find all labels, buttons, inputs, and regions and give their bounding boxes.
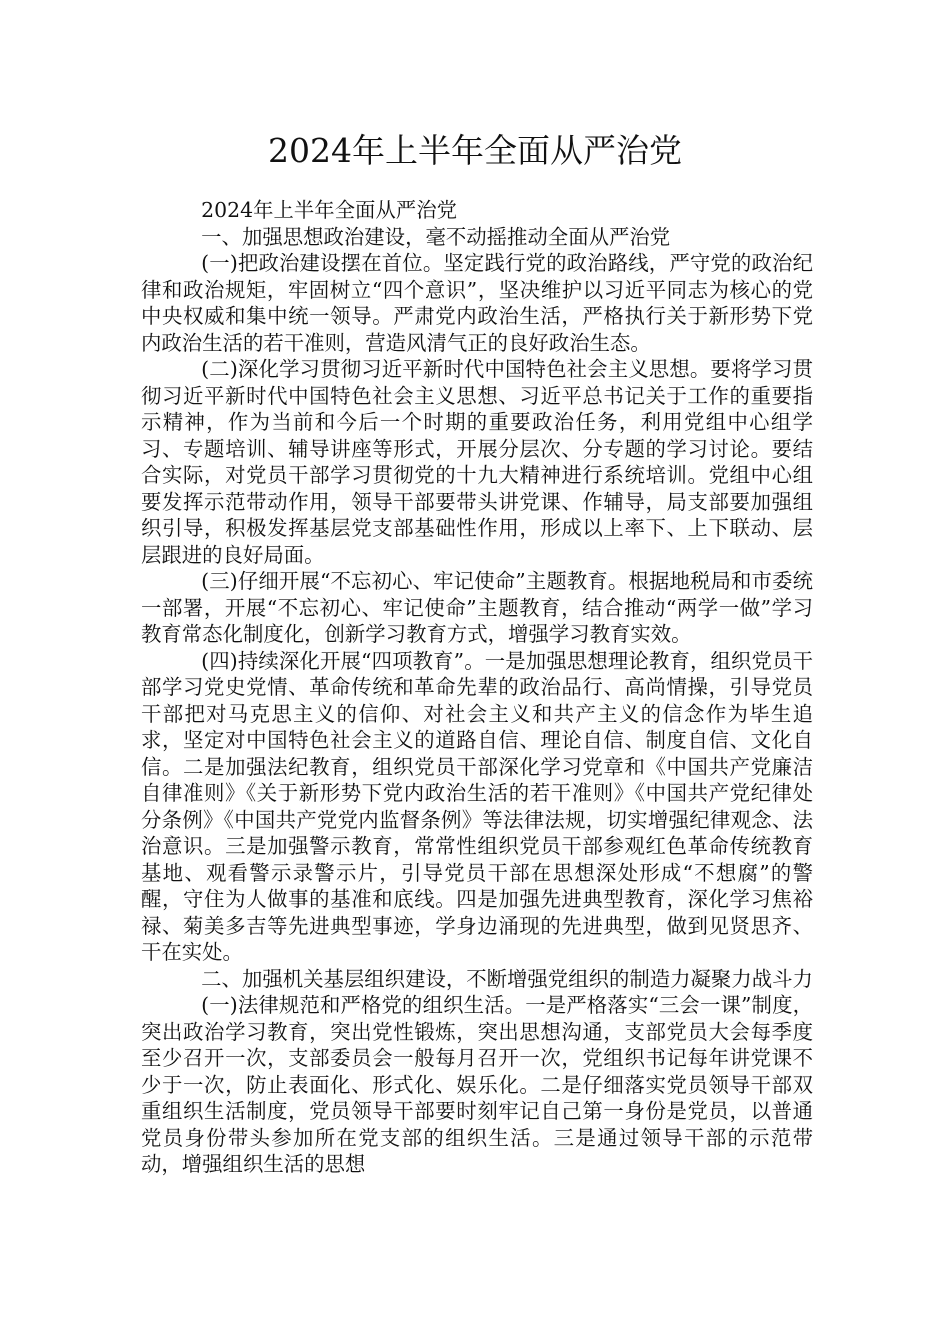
body-paragraph: 2024年上半年全面从严治党 bbox=[201, 198, 457, 222]
body-paragraph: (一)法律规范和严格党的组织生活。一是严格落实“三会一课”制度，突出政治学习教育，突出党性锻炼，突出思想沟通，支部党员大会每季度至少召开一次，支部委员会一般每月召开一次，党组织书记每年讲党课不少于一次，防止表面化、形式化、娱乐化。二是仔细落实党员领导干部双重组织生活制度，党员领导干部要时刻牢记自己第一身份是党员，以普通党员身份带头参加所在党支部的组织生活。三是通过领导干部的示范带动，增强组织生活的思想 bbox=[141, 993, 813, 1176]
document-body bbox=[141, 197, 813, 1178]
section-heading: 一、加强思想政治建设，毫不动摇推动全面从严治党 bbox=[201, 224, 671, 249]
document-title: 2024年上半年全面从严治党 bbox=[268, 131, 682, 170]
body-paragraph: (四)持续深化开展“四项教育”。一是加强思想理论教育，组织党员干部学习党史党情、革命传统和革命先辈的政治品行、高尚情操，引导党员干部把对马克思主义的信仰、对社会主义和共产主义的信念作为毕生追求，坚定对中国特色社会主义的道路自信、理论自信、制度自信、文化自信。二是加强法纪教育，组织党员干部深化学习党章和《中国共产党廉洁自律准则》《关于新形势下党内政治生活的若干准则》《中国共产党纪律处分条例》《中国共产党党内监督条例》等法律法规，切实增强纪律观念、法治意识。三是加强警示教育，常常性组织党员干部参观红色革命传统教育基地、观看警示录警示片，引导党员干部在思想深处形成“不想腐”的警醒，守住为人做事的基准和底线。四是加强先进典型教育，深化学习焦裕禄、菊美多吉等先进典型事迹，学身边涌现的先进典型，做到见贤思齐、干在实处。 bbox=[141, 648, 813, 964]
body-paragraph: (三)仔细开展“不忘初心、牢记使命”主题教育。根据地税局和市委统一部署，开展“不忘初心、牢记使命”主题教育，结合推动“两学一做”学习教育常态化制度化，创新学习教育方式，增强学习教育实效。 bbox=[141, 569, 813, 646]
section-heading: 二、加强机关基层组织建设，不断增强党组织的制造力凝聚力战斗力 bbox=[201, 966, 813, 991]
body-paragraph: (一)把政治建设摆在首位。坚定践行党的政治路线，严守党的政治纪律和政治规矩，牢固树立“四个意识”，坚决维护以习近平同志为核心的党中央权威和集中统一领导。严肃党内政治生活，严格执行关于新形势下党内政治生活的若干准则，营造风清气正的良好政治生态。 bbox=[141, 251, 813, 355]
body-paragraph: (二)深化学习贯彻习近平新时代中国特色社会主义思想。要将学习贯彻习近平新时代中国特色社会主义思想、习近平总书记关于工作的重要指示精神，作为当前和今后一个时期的重要政治任务，利用党组中心组学习、专题培训、辅导讲座等形式，开展分层次、分专题的学习讨论。要结合实际，对党员干部学习贯彻党的十九大精神进行系统培训。党组中心组要发挥示范带动作用，领导干部要带头讲党课、作辅导，局支部要加强组织引导，积极发挥基层党支部基础性作用，形成以上率下、上下联动、层层跟进的良好局面。 bbox=[141, 357, 813, 567]
